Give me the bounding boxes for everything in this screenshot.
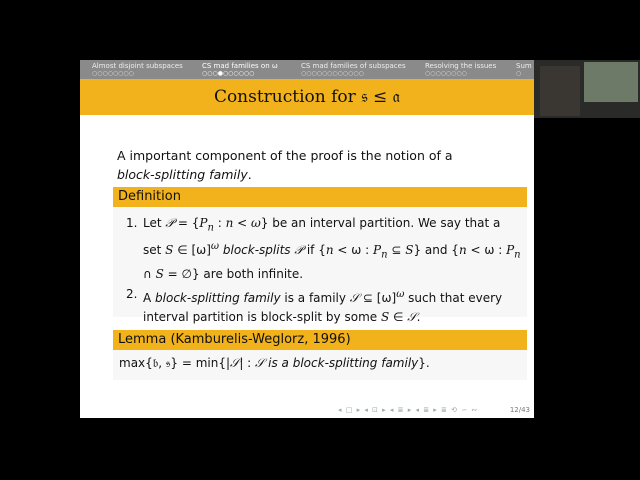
frame-title-bar — [80, 79, 534, 115]
nav-dots-cs-mad-subspaces[interactable]: ○○○○○○○○○○○○ — [301, 70, 364, 77]
page-number: 12/43 — [509, 406, 530, 414]
webcam-presenter — [540, 66, 580, 116]
slide — [80, 60, 534, 418]
lemma-block-body — [113, 350, 527, 380]
nav-dots-almost-disjoint[interactable]: ○○○○○○○○ — [92, 70, 134, 77]
definition-block-body — [113, 207, 527, 324]
definition-item-2: 2. A block-splitting family is a family 𝒮 ⊆ $[\omega]^\omega$ such that every interval partition is block-split by some S ∈ 𝒮. — [126, 286, 503, 324]
definition-block-title: Definition — [113, 187, 527, 207]
nav-section-cs-mad-subspaces[interactable]: CS mad families of subspaces — [301, 62, 406, 70]
nav-section-resolving[interactable]: Resolving the issues — [425, 62, 497, 70]
nav-section-almost-disjoint[interactable]: Almost disjoint subspaces — [92, 62, 183, 70]
nav-dots-resolving[interactable]: ○○○○○○○○ — [425, 70, 467, 77]
nav-dots-summary[interactable]: ○ — [516, 70, 522, 77]
webcam-overlay — [534, 60, 640, 118]
intro-paragraph: A important component of the proof is the notion of a block-splitting family. — [117, 148, 453, 182]
section-navigation-bar — [80, 60, 534, 79]
lemma-block-title: Lemma (Kamburelis-Weglorz, 1996) — [113, 330, 527, 350]
nav-section-cs-mad-omega[interactable]: CS mad families on ω — [202, 62, 278, 70]
frame-title: Construction for 𝔰 ≤ 𝔞 — [213, 87, 401, 107]
definition-item-1: 1. Let 𝒫 = {$P_n$ : n < ω} be an interval partition. We say that a set S ∈ $[\omega]^\omega$ block-splits 𝒫 if {n < ω : $P_n$ ⊆ S} and {n < ω : $P_n$ ∩ S = ∅} are both infinite. — [126, 216, 521, 281]
webcam-whiteboard — [584, 62, 638, 102]
nav-dots-cs-mad-omega[interactable]: ○○○●○○○○○○ — [202, 70, 255, 77]
nav-section-summary[interactable]: Sum — [516, 62, 532, 70]
lemma-statement: max{𝔟, 𝔰} = min{|𝒮| : 𝒮 is a block-splitting family}. — [119, 356, 430, 370]
beamer-navigation-symbols[interactable]: ◂ □ ▸ ◂ ⊡ ▸ ◂ ≣ ▸ ◂ ≣ ▸ ≣ ⟲ ∽ ∾ — [338, 406, 479, 414]
